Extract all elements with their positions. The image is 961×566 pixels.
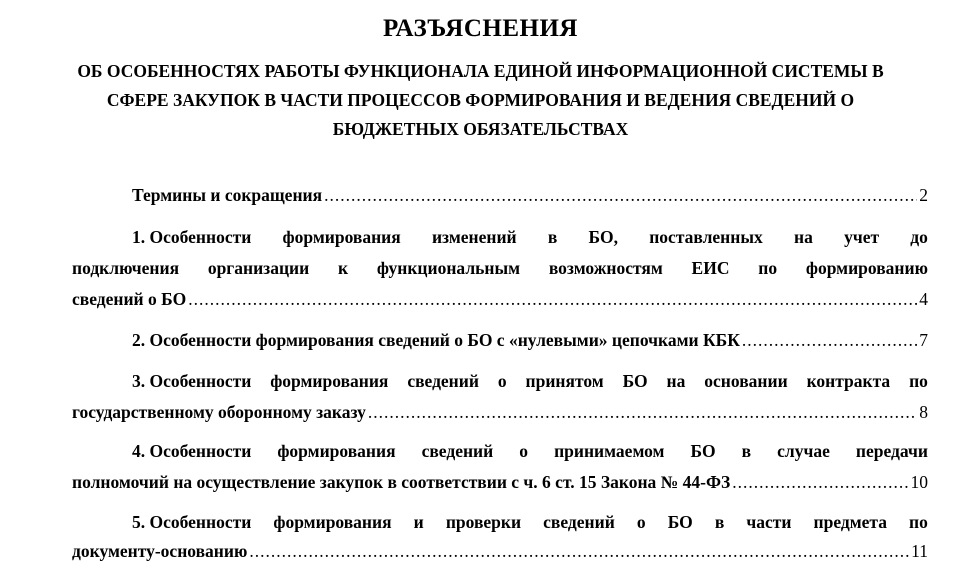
toc-entry-text: 2. Особенности формирования сведений о БО с «нулевыми» цепочками КБК xyxy=(132,330,740,350)
toc-leader-dots xyxy=(249,536,909,566)
toc-word: и xyxy=(413,512,424,532)
toc-word: по xyxy=(909,371,928,391)
toc-leader-dots xyxy=(188,284,917,314)
toc-word: БО, xyxy=(588,227,618,247)
toc-word: ЕИС xyxy=(691,258,730,278)
document-subtitle: ОБ ОСОБЕННОСТЯХ РАБОТЫ ФУНКЦИОНАЛА ЕДИНОЙ ИНФОРМАЦИОННОЙ СИСТЕМЫ В СФЕРЕ ЗАКУПОК В ЧАСТИ ПРОЦЕССОВ ФОРМИРОВАНИЯ И ВЕДЕНИЯ СВЕДЕНИЙ О БЮДЖЕТНЫХ ОБЯЗАТЕЛЬСТВАХ xyxy=(77,61,884,139)
toc-word: БО xyxy=(622,371,648,391)
toc-leader-dots xyxy=(368,397,917,427)
toc-page-number: 7 xyxy=(919,330,928,350)
toc-word: формирования xyxy=(273,512,392,532)
toc-entry-text: полномочий на осуществление закупок в соответствии с ч. 6 ст. 15 Закона № 44-ФЗ xyxy=(72,472,731,492)
toc-word: 1. Особенности xyxy=(132,227,252,247)
toc-word: функциональным xyxy=(376,258,521,278)
document-title: РАЗЪЯСНЕНИЯ xyxy=(382,15,578,42)
toc-word: БО xyxy=(667,512,693,532)
toc-word: 5. Особенности xyxy=(132,512,252,532)
toc-entry-1-line-2[interactable] xyxy=(72,253,928,283)
toc-word: возможностям xyxy=(548,258,663,278)
toc-word: передачи xyxy=(855,441,928,461)
toc-leader-dots xyxy=(732,467,908,497)
toc-page-number: 4 xyxy=(919,289,928,309)
toc-word: сведений xyxy=(543,512,615,532)
toc-word: сведений xyxy=(421,441,494,461)
toc-entry-text: сведений о БО xyxy=(72,289,187,309)
toc-word: проверки xyxy=(445,512,522,532)
toc-word: 3. Особенности xyxy=(132,371,252,391)
toc-word: случае xyxy=(777,441,830,461)
toc-leader-dots xyxy=(324,180,917,210)
toc-word: БО xyxy=(690,441,716,461)
toc-entry-text: государственному оборонному заказу xyxy=(72,402,366,422)
toc-entry-1-line-3[interactable] xyxy=(72,284,928,314)
toc-word: 4. Особенности xyxy=(132,441,252,461)
toc-word: изменений xyxy=(431,227,517,247)
toc-word: части xyxy=(746,512,792,532)
toc-word: в xyxy=(714,512,725,532)
toc-word: о xyxy=(636,512,646,532)
toc-word: на xyxy=(794,227,813,247)
toc-word: предмета xyxy=(813,512,887,532)
toc-entry-5-line-2[interactable] xyxy=(72,536,928,566)
toc-entry-text: Термины и сокращения xyxy=(132,185,323,205)
toc-word: до xyxy=(910,227,928,247)
toc-word: на xyxy=(666,371,686,391)
toc-word: организации xyxy=(207,258,310,278)
toc-word: формирования xyxy=(282,227,401,247)
toc-word: поставленных xyxy=(649,227,763,247)
toc-entry-5-line-1[interactable] xyxy=(132,507,928,537)
toc-entry-1-line-1[interactable] xyxy=(132,222,928,252)
toc-entry-3-line-2[interactable] xyxy=(72,397,928,427)
toc-word: сведений xyxy=(407,371,479,391)
toc-word: принимаемом xyxy=(554,441,665,461)
toc-leader-dots xyxy=(742,325,917,355)
toc-word: в xyxy=(741,441,752,461)
toc-entry-3-line-1[interactable] xyxy=(132,366,928,396)
toc-word: принятом xyxy=(525,371,604,391)
toc-word: подключения xyxy=(72,258,180,278)
toc-page-number: 11 xyxy=(911,541,928,561)
toc-page-number: 2 xyxy=(919,185,928,205)
toc-entry-4-line-1[interactable] xyxy=(132,436,928,466)
toc-word: формированию xyxy=(805,258,928,278)
toc-word: о xyxy=(497,371,507,391)
toc-word: по xyxy=(758,258,778,278)
toc-word: учет xyxy=(844,227,880,247)
toc-entry-text: документу-основанию xyxy=(72,541,248,561)
toc-entry-terms[interactable] xyxy=(132,180,928,210)
toc-entry-4-line-2[interactable] xyxy=(72,467,928,497)
toc-page-number: 8 xyxy=(919,402,928,422)
toc-word: формирования xyxy=(277,441,396,461)
toc-word: формирования xyxy=(270,371,389,391)
toc-word: основании xyxy=(704,371,788,391)
toc-word: по xyxy=(909,512,928,532)
toc-page-number: 10 xyxy=(910,472,928,492)
toc-word: контракта xyxy=(806,371,891,391)
toc-word: к xyxy=(337,258,349,278)
toc-word: о xyxy=(519,441,529,461)
toc-word: в xyxy=(547,227,558,247)
toc-entry-2[interactable] xyxy=(132,325,928,355)
